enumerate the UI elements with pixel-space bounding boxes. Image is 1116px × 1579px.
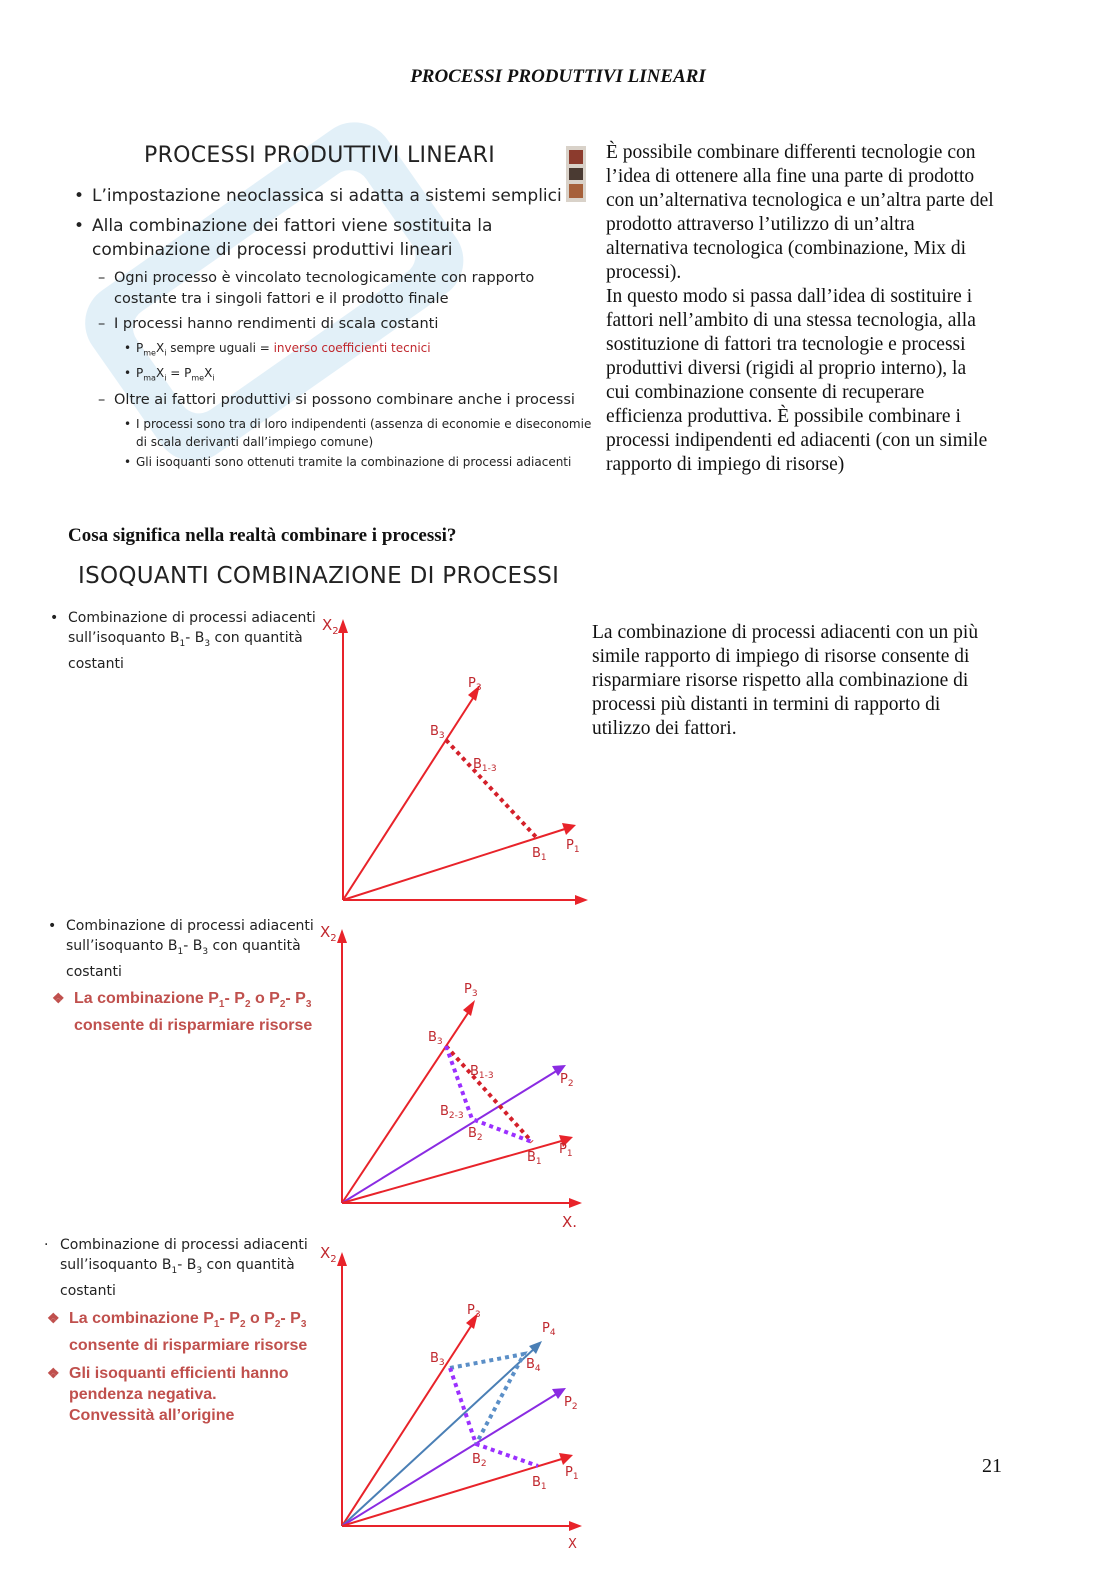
- bullet-icon: •: [50, 610, 59, 626]
- panel-2-note: ❖ La combinazione $P_1-$ $P_2$ o $P_2-$ $P_3$ consente di risparmiare risorse: [52, 990, 313, 1035]
- panel-2-description: • Combinazione di processi adiacenti sull’isoquanto $B_1-$ $B_3$ con quantità costanti: [48, 918, 314, 980]
- y-axis-arrow-icon: [337, 1252, 347, 1266]
- label-b13: $B_{1-3}$: [473, 757, 497, 774]
- label-p1: $P_1$: [559, 1142, 573, 1159]
- list-item: • $P_{ma}X_i = P_{me}X_i$: [70, 364, 596, 387]
- label-b3: $B_3$: [430, 724, 445, 741]
- label-p3: $P_3$: [467, 1303, 481, 1320]
- y-axis-arrow-icon: [338, 619, 348, 633]
- list-item: • $P_{me}X_i$ sempre uguali = inverso coefficienti tecnici: [70, 339, 596, 362]
- ray-p1: [343, 828, 568, 900]
- label-x2: $X_2$: [320, 1244, 337, 1265]
- label-p3: $P_3$: [468, 676, 482, 693]
- label-x2: $X_2$: [322, 616, 339, 637]
- label-b3: $B_3$: [430, 1351, 445, 1368]
- label-x1: X.: [562, 1213, 578, 1231]
- text-line: La combinazione di processi adiacenti con un più: [592, 622, 979, 643]
- bullet-icon: ·: [44, 1237, 49, 1253]
- text-line: efficienza produttiva. È possibile combinare i: [606, 406, 961, 427]
- text-line: simile rapporto di impiego di risorse consente di: [592, 646, 970, 667]
- bullet-icon: •: [48, 918, 57, 934]
- panel-3-note-2: ❖ Gli isoquanti efficienti hanno pendenza negativa. Convessità all’origine: [47, 1365, 289, 1424]
- diagram-1: [310, 605, 600, 910]
- diamond-bullet-icon: ❖: [52, 990, 65, 1006]
- diagram-3: [310, 1238, 600, 1548]
- panel-1-description: • Combinazione di processi adiacenti sull’isoquanto $B_1-$ $B_3$ con quantità costanti: [50, 610, 316, 672]
- text-line: l’idea di ottenere alla fine una parte di prodotto: [606, 166, 975, 187]
- text-line: processi indipendenti ed adiacenti (con un simile: [606, 430, 988, 451]
- label-x2: $X_2$: [320, 923, 337, 944]
- label-b1: $B_1$: [527, 1150, 542, 1167]
- text-line: risparmiare risorse rispetto alla combinazione di: [592, 670, 969, 691]
- label-p2: $P_2$: [564, 1395, 578, 1412]
- list-item: – Oltre ai fattori produttivi si possono combinare anche i processi: [70, 390, 596, 411]
- list-item: • I processi sono tra di loro indipendenti (assenza di economie e diseconomie di scala derivanti dall’impiego comune): [70, 415, 596, 451]
- list-item: – I processi hanno rendimenti di scala costanti: [70, 314, 596, 335]
- text-line: fattori nell’ambito di una stessa tecnologia, alla: [606, 310, 976, 331]
- text-line: con un’alternativa tecnologica e un’altra parte del: [606, 190, 994, 211]
- label-b13: $B_{1-3}$: [470, 1064, 494, 1081]
- x-axis-arrow-icon: [575, 895, 588, 905]
- ray-p1: [342, 1458, 565, 1526]
- ray-p3-arrow-icon: [463, 1000, 475, 1016]
- diamond-bullet-icon: ❖: [47, 1310, 60, 1326]
- label-b23: $B_{2-3}$: [440, 1104, 464, 1121]
- text-line: sostituzione di fattori tra tecnologie e processi: [606, 334, 966, 355]
- text-line: processi).: [606, 262, 682, 283]
- list-item: • Alla combinazione dei fattori viene sostituita la combinazione di processi produttivi lineari: [70, 214, 596, 262]
- label-p1: $P_1$: [566, 838, 580, 855]
- text-line: In questo modo si passa dall’idea di sostituire i: [606, 286, 973, 307]
- label-b1: $B_1$: [532, 846, 547, 863]
- text-line: alternativa tecnologica (combinazione, Mix di: [606, 238, 967, 259]
- label-b1: $B_1$: [532, 1475, 547, 1492]
- label-b4: $B_4$: [526, 1357, 541, 1374]
- list-item: • Gli isoquanti sono ottenuti tramite la combinazione di processi adiacenti: [70, 453, 596, 471]
- text-line: È possibile combinare differenti tecnologie con: [606, 142, 976, 163]
- ray-p1-arrow-icon: [562, 823, 576, 835]
- label-p1: $P_1$: [565, 1465, 579, 1482]
- ray-p2: [342, 1393, 558, 1526]
- list-item: – Ogni processo è vincolato tecnologicamente con rapporto costante tra i singoli fattori e il prodotto finale: [70, 268, 596, 310]
- ray-p3: [343, 695, 475, 900]
- slide-1-list: [70, 184, 596, 473]
- x-axis-arrow-icon: [569, 1521, 582, 1531]
- panel-3-description: · Combinazione di processi adiacenti sull’isoquanto $B_1-$ $B_3$ con quantità costanti: [44, 1237, 308, 1299]
- ray-p3: [342, 1010, 470, 1203]
- x-axis-arrow-icon: [569, 1198, 582, 1208]
- y-axis-arrow-icon: [337, 929, 347, 943]
- slide-1-title: PROCESSI PRODUTTIVI LINEARI: [144, 143, 495, 168]
- page-header: PROCESSI PRODUTTIVI LINEARI: [410, 66, 706, 87]
- text-line: rapporto di impiego di risorse): [606, 454, 845, 475]
- text-line: cui combinazione consente di recuperare: [606, 382, 925, 403]
- page-number: 21: [982, 1455, 1002, 1477]
- label-p4: $P_4$: [542, 1321, 556, 1338]
- slide-thumbnail-icon: [566, 146, 586, 202]
- text-line: prodotto attraverso l’utilizzo di un’altra: [606, 214, 915, 235]
- explanation-text-1: [606, 141, 1076, 477]
- text-line: utilizzo dei fattori.: [592, 718, 737, 739]
- panel-3-note-1: ❖ La combinazione $P_1-$ $P_2$ o $P_2-$ $P_3$ consente di risparmiare risorse: [47, 1310, 308, 1355]
- text-line: produttivi diversi (rigidi al proprio interno), la: [606, 358, 967, 379]
- label-x1: X: [568, 1537, 577, 1548]
- label-p2: $P_2$: [560, 1072, 574, 1089]
- slide-2-title: ISOQUANTI COMBINAZIONE DI PROCESSI: [78, 563, 560, 589]
- isoquant-b1-b3: [446, 740, 536, 837]
- text-line: processi più distanti in termini di rapporto di: [592, 694, 941, 715]
- explanation-text-2: [592, 621, 1062, 741]
- list-item: • L’impostazione neoclassica si adatta a sistemi semplici: [70, 184, 596, 208]
- label-b2: $B_2$: [472, 1452, 487, 1469]
- diamond-bullet-icon: ❖: [47, 1365, 60, 1381]
- ray-p1-arrow-icon: [559, 1453, 573, 1465]
- label-p3: $P_3$: [464, 982, 478, 999]
- label-b2: $B_2$: [468, 1126, 483, 1143]
- diagram-2: [310, 915, 600, 1233]
- label-b3: $B_3$: [428, 1030, 443, 1047]
- slide-1: [62, 138, 592, 478]
- section-question: Cosa significa nella realtà combinare i processi?: [68, 525, 457, 546]
